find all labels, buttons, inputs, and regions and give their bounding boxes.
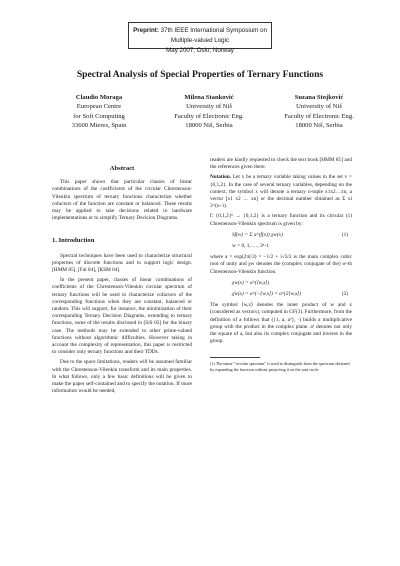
author-block (44, 93, 154, 131)
author-name: Suzana Stojković (294, 94, 344, 101)
author-affil-2: Faculty of Electronic Eng. (284, 112, 354, 120)
author-name: Milena Stanković (184, 94, 234, 101)
preprint-label: Preprint: (133, 27, 159, 34)
intro-paragraph-1: Spectral techniques have been used to characterize structural properties of discrete functions and to support logic design. [HMM 85], [Fal 04], [KSM 04]. (52, 252, 192, 274)
intro-heading: 1. Introduction (52, 237, 95, 245)
author-affil-3: 33600 Mieres, Spain (71, 122, 127, 130)
author-affil-1: University of Niš (296, 103, 342, 111)
abstract-text: This paper shows that particular classes of linear combinations of the coefficients of the circular Chrestenson-Vilenkin spectrum of ternary functions characterize whether cofactors of the function are constant or balanced. These results may be applied to take decisions related to hardware implementations or to simplify Ternary Decision Diagrams. (52, 179, 192, 222)
equation-2b (210, 291, 352, 298)
author-block (264, 93, 374, 131)
author-affil-2: Faculty of Electronic Eng. (174, 112, 244, 120)
author-affil-1: European Centre (76, 103, 122, 111)
equation-1-range: w = 0, 1, …, 3ⁿ-1 (232, 243, 269, 250)
author-affil-2: for Soft Computing (73, 112, 125, 120)
footnote-rule (210, 357, 260, 358)
where-paragraph: where a = exp(2πi/3) = −1/2 + i√3/2 is the main complex cubic root of unity and χw denotes the (complex conjugate of the) w-th Chrestenson-Vilenkin function. (210, 254, 352, 275)
equation-2a-body: χw(x) = a^(⟨w,x⟩) (232, 279, 270, 286)
equation-1-body: Sf(w) = Σ a^(f(x)) χw(x) (232, 231, 283, 238)
intro-paragraph-3: Due to the space limitations, readers will be assumed familiar with the Chrestenson-Vilenkin transform and its main properties. In what follows, only a few basic definitions will be given to make the paper self-contained and to specify the notation. If more information would be needed, (52, 359, 192, 395)
preprint-line2: May 2007, Oslo, Norway (166, 47, 234, 54)
author-affil-1: University of Niš (186, 103, 232, 111)
equation-1 (210, 232, 352, 239)
equation-1-number: (1) (341, 231, 348, 238)
author-name: Claudio Moraga (75, 94, 123, 101)
intro-paragraph-2: In the present paper, classes of linear combinations of coefficients of the Chrestenson-Vilenkin circular spectrum of ternary functions will be used to characterize cofactors of the corresponding functions when they are constant, balanced or random. This will support, for instance, the minimization of their corresponding Ternary Decision Diagrams, extending to ternary functions, some of the results disclosed in [SiS 05] for the binary case. The methods may be extended to other prime-valued functions without algorithmic difficulties. However taking in account the complexity of representation, this paper is restricted to consider only ternary functions and their TDDs. (52, 277, 192, 356)
author-list (44, 93, 374, 131)
preprint-line1: 37th IEEE International Symposium on Multiple-valued Logic (160, 27, 267, 44)
abstract-heading: Abstract (109, 165, 135, 172)
right-paragraph-0: readers are kindly requested to check the text book [HMM 85] and the references given there. (210, 157, 352, 171)
spectrum-intro: f: {0,1,2}ⁿ → {0,1,2} is a ternary function and its circular (1) Chrestenson-Vilenkin spectrum is given by: (210, 213, 352, 227)
left-column (52, 157, 192, 398)
author-affil-3: 18000 Niš, Serbia (185, 122, 233, 130)
notation-label: Notation. (210, 174, 232, 181)
author-block (154, 93, 264, 131)
paper-title: Spectral Analysis of Special Properties of Ternary Functions (76, 69, 324, 80)
equation-2a (210, 280, 352, 287)
notation-text: Let x be a ternary variable taking values in the set v = {0,1,2}. In the case of several ternary variables, depending on the context, the symbol x will denote a ternary n-tuple x1x2…xn, a vector [x1 x2 … xn] or the decimal number obtained as Σ xi 3^(n−i). (210, 174, 352, 210)
equation-2b-body: χ̄w(x) = a^(−⟨w,x⟩) = a^(2⟨w,x⟩) (232, 291, 302, 298)
author-affil-3: 18000 Niš, Serbia (295, 122, 343, 130)
preprint-box (128, 22, 272, 54)
after-paragraph: The symbol ⟨w,x⟩ denotes the inner product of w and x (considered as vectors), computed in GF(3). Furthermore, from the definition of a follows that ({1, a, a²}, ·) builds a multiplicative group with the product in the complex plane. a² denotes not only the square of a, but also its complex conjugate and inverse in the group. (210, 302, 352, 345)
footnote: (1) The name "circular spectrum" is used to distinguish from the spectrum obtained by expanding the function without projecting it on the unit circle. (210, 361, 350, 372)
equation-2-number: (2) (341, 291, 348, 298)
right-column (210, 157, 352, 372)
notation-paragraph (210, 174, 352, 210)
